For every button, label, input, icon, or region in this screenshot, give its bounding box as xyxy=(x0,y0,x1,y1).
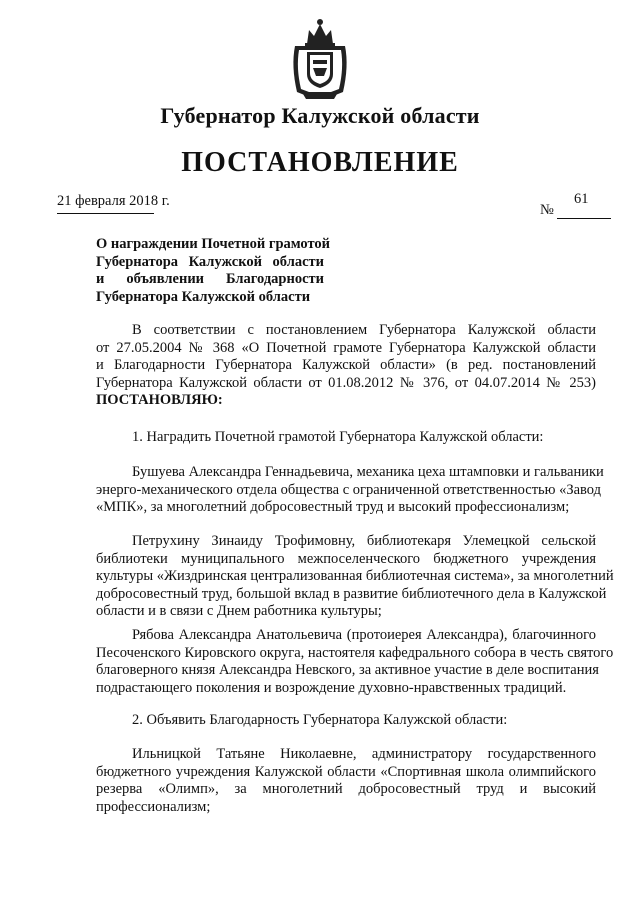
award-line: культуры «Жиздринская централизованная библиотечная система», за многолетний xyxy=(96,568,614,585)
document-type-title: ПОСТАНОВЛЕНИЕ xyxy=(181,147,459,178)
document-date: 21 февраля 2018 г. xyxy=(57,193,170,209)
award-line: области и в связи с Днем работника культуры; xyxy=(96,603,382,620)
item-2-text: 2. Объявить Благодарность Губернатора Калужской области: xyxy=(132,712,508,728)
preamble-paragraph xyxy=(96,322,596,410)
award-paragraph-petrukhina xyxy=(96,533,614,621)
subject-line: О награждении Почетной грамотой xyxy=(96,236,331,252)
thanks-line: резерва «Олимп», за многолетний добросовестный труд и высокий xyxy=(96,781,596,798)
subject-line: и объявлении Благодарности xyxy=(96,271,324,287)
number-label: № xyxy=(540,202,554,218)
preamble-line: Губернатора Калужской области от 01.08.2012 № 376, от 04.07.2014 № 253) xyxy=(96,374,596,391)
award-line: добросовестный труд, большой вклад в развитие библиотечного дела в Калужской xyxy=(96,585,607,602)
award-line: энерго-механического отдела общества с ограниченной ответственностью «Завод xyxy=(96,481,602,498)
item-2-heading xyxy=(96,712,596,730)
award-paragraph-bushuev xyxy=(96,464,604,517)
award-line: «МПК», за многолетний добросовестный труд и высокий профессионализм; xyxy=(96,499,570,516)
preamble-line: и Благодарности Губернатора Калужской области» (в ред. постановлений xyxy=(96,357,596,374)
coat-of-arms-emblem xyxy=(287,16,353,100)
award-line: подрастающего поколения и возрождение духовно-нравственных традиций. xyxy=(96,679,567,696)
subject-line: Губернатора Калужской области xyxy=(96,288,311,305)
thanks-line: Ильницкой Татьяне Николаевне, администратору государственного xyxy=(132,746,596,762)
item-1-heading xyxy=(96,429,596,447)
award-paragraph-ryabov xyxy=(96,627,614,697)
award-line: Песоченского Кировского округа, настоятеля кафедрального собора в честь святого xyxy=(96,644,614,661)
award-line: библиотеки муниципального межпоселенческого бюджетного учреждения xyxy=(96,550,596,567)
number-underline xyxy=(557,218,611,219)
award-line: Бушуева Александра Геннадьевича, механика цеха штамповки и гальваники xyxy=(132,464,604,480)
thanks-line: профессионализм; xyxy=(96,798,211,815)
award-line: благоверного князя Александра Невского, за активное участие в деле воспитания xyxy=(96,662,599,679)
thanks-line: бюджетного учреждения Калужской области «Спортивная школа олимпийского xyxy=(96,763,596,780)
resolve-heading: ПОСТАНОВЛЯЮ: xyxy=(96,392,223,409)
issuing-authority: Губернатор Калужской области xyxy=(160,103,480,128)
thanks-paragraph-ilnitskaya xyxy=(96,746,596,816)
document-number: 61 xyxy=(574,191,589,207)
subject-line: Губернатора Калужской области xyxy=(96,253,324,270)
preamble-line: от 27.05.2004 № 368 «О Почетной грамоте Губернатора Калужской области xyxy=(96,339,596,356)
item-1-text: 1. Наградить Почетной грамотой Губернатора Калужской области: xyxy=(132,429,544,445)
preamble-line: В соответствии с постановлением Губернатора Калужской области xyxy=(132,322,596,338)
date-underline xyxy=(57,213,154,214)
award-line: Рябова Александра Анатольевича (протоиерея Александра), благочинного xyxy=(132,627,596,643)
document-subject xyxy=(96,236,331,306)
award-line: Петрухину Зинаиду Трофимовну, библиотекаря Улемецкой сельской xyxy=(132,533,596,549)
